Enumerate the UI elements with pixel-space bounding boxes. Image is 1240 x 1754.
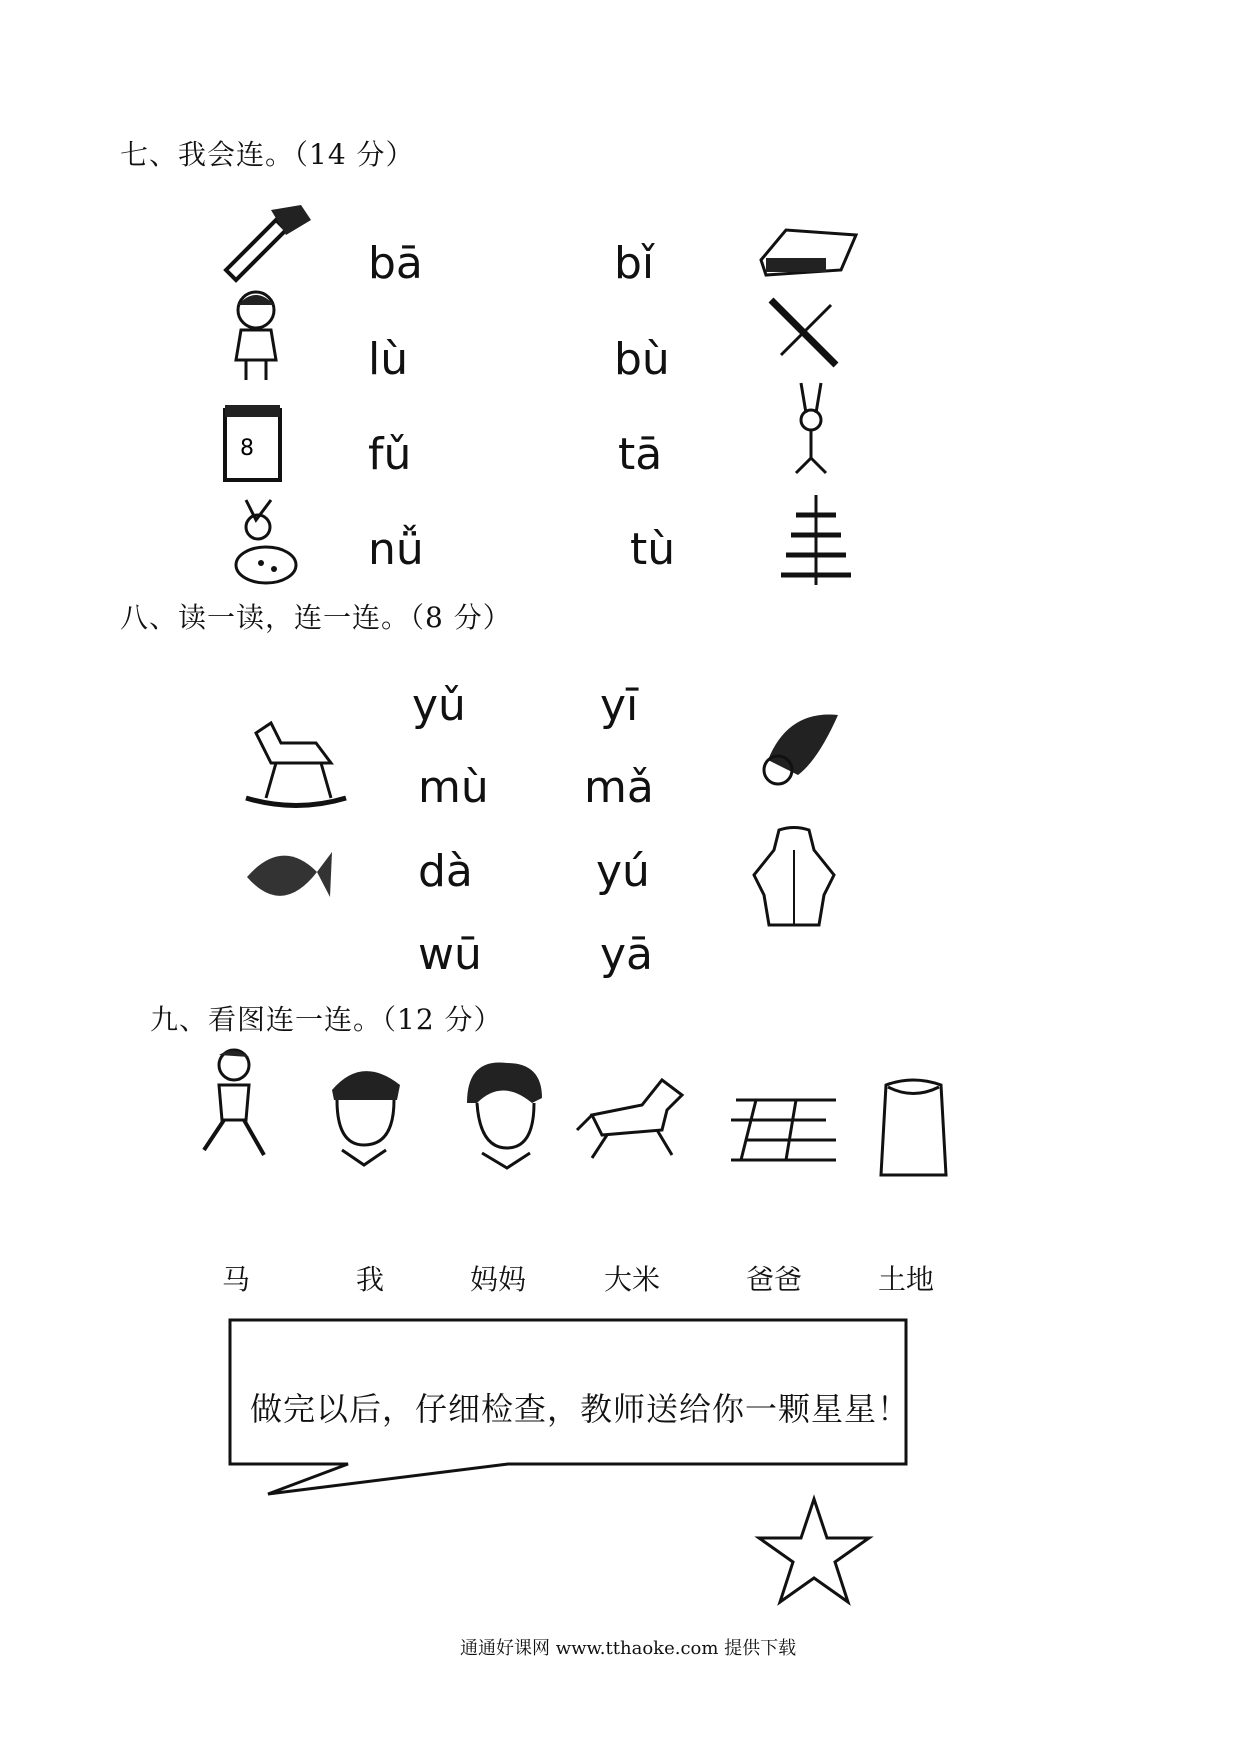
s8-left-pinyin-2: mù [418,762,489,813]
footer-text: 通通好课网 www.tthaoke.com 提供下载 [460,1638,797,1659]
word-2: 我 [356,1263,385,1296]
pagoda-icon [766,490,866,590]
brush-icon [216,200,316,280]
bubble-text: 做完以后，仔细检查，教师送给你一颗星星！ [250,1390,911,1428]
section7-heading: 七、我会连。（14 分） [120,138,415,171]
pencil-icon [766,295,846,375]
svg-text:8: 8 [240,436,254,461]
girl-icon [216,285,296,385]
section8-heading: 八、读一读，连一连。（8 分） [120,601,512,634]
s7-right-pinyin-1: bǐ [614,238,655,289]
field-icon [726,1080,841,1165]
fish-icon [242,832,332,917]
father-icon [322,1060,407,1165]
section9-heading: 九、看图连一连。（12 分） [150,1003,503,1036]
deer-icon [216,495,306,590]
s8-left-pinyin-4: wū [418,929,482,980]
rice-sack-icon [876,1075,951,1180]
s8-left-pinyin-1: yǔ [412,680,466,731]
s7-left-pinyin-3: fǔ [368,429,412,480]
running-boy-icon [184,1045,274,1165]
word-3: 妈妈 [470,1263,527,1296]
s7-right-pinyin-2: bù [614,334,670,385]
star-icon [754,1496,874,1606]
s7-left-pinyin-1: bā [368,238,423,289]
s8-right-pinyin-2: mǎ [584,762,654,813]
calendar-icon [220,400,290,485]
rocking-horse-icon [236,708,356,808]
word-5: 爸爸 [746,1263,803,1296]
s8-right-pinyin-1: yī [600,680,639,731]
s8-right-pinyin-3: yú [596,846,650,897]
s7-right-pinyin-3: tā [618,429,663,480]
s8-left-pinyin-3: dà [418,846,473,897]
word-1: 马 [222,1263,251,1296]
s7-left-pinyin-4: nǚ [368,524,424,575]
cloth-icon [756,220,866,280]
horse-icon [572,1070,692,1160]
s7-left-pinyin-2: lù [368,334,409,385]
raincoat-icon [744,825,844,935]
crow-icon [748,700,848,800]
word-4: 大米 [604,1263,661,1296]
word-6: 土地 [878,1263,935,1296]
s8-right-pinyin-4: yā [600,929,654,980]
rabbit-icon [776,378,846,478]
mother-icon [462,1058,547,1168]
s7-right-pinyin-4: tù [630,524,676,575]
